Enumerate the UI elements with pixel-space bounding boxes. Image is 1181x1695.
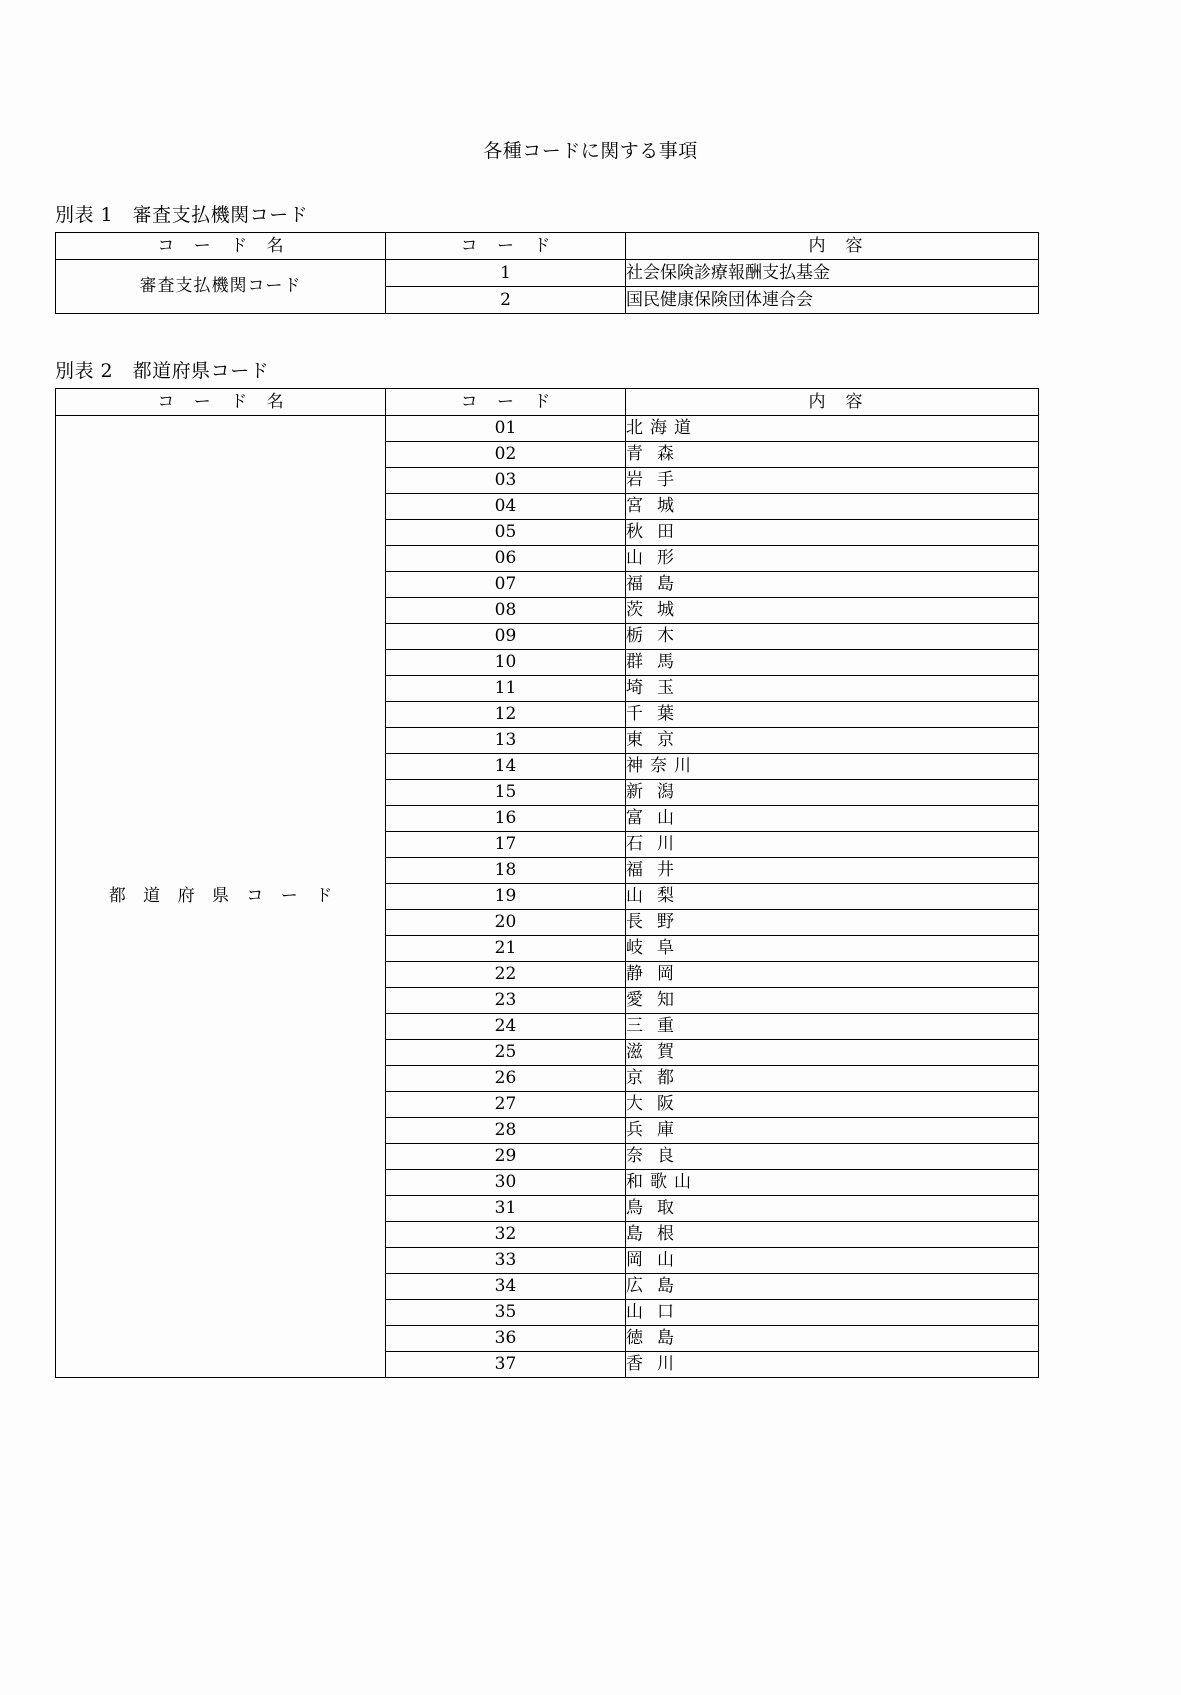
code-cell: 27 xyxy=(386,1092,626,1118)
code-cell: 17 xyxy=(386,832,626,858)
code-cell: 30 xyxy=(386,1170,626,1196)
content-cell: 山形 xyxy=(626,546,1039,572)
code-cell: 22 xyxy=(386,962,626,988)
content-cell: 広島 xyxy=(626,1274,1039,1300)
content-cell: 秋田 xyxy=(626,520,1039,546)
content-cell: 岩手 xyxy=(626,468,1039,494)
code-cell: 35 xyxy=(386,1300,626,1326)
code-cell: 04 xyxy=(386,494,626,520)
code-cell: 34 xyxy=(386,1274,626,1300)
code-cell: 07 xyxy=(386,572,626,598)
code-cell: 01 xyxy=(386,416,626,442)
content-cell: 茨城 xyxy=(626,598,1039,624)
content-cell: 徳島 xyxy=(626,1326,1039,1352)
code-cell: 02 xyxy=(386,442,626,468)
table2-header-content-right: 容 xyxy=(845,391,863,412)
code-cell: 1 xyxy=(386,260,626,287)
content-cell: 石川 xyxy=(626,832,1039,858)
content-cell: 山口 xyxy=(626,1300,1039,1326)
table2-caption: 別表 2 都道府県コード xyxy=(55,360,270,382)
code-cell: 13 xyxy=(386,728,626,754)
content-cell: 兵庫 xyxy=(626,1118,1039,1144)
content-cell: 三重 xyxy=(626,1014,1039,1040)
code-cell: 15 xyxy=(386,780,626,806)
page-title: 各種コードに関する事項 xyxy=(483,140,698,162)
code-cell: 25 xyxy=(386,1040,626,1066)
content-cell: 岐阜 xyxy=(626,936,1039,962)
code-cell: 18 xyxy=(386,858,626,884)
table2-group-label: 都 道 府 県 コ ー ド xyxy=(56,416,386,1378)
code-cell: 03 xyxy=(386,468,626,494)
table1-header-code-name: コ ー ド 名 xyxy=(56,233,386,260)
content-cell: 島根 xyxy=(626,1222,1039,1248)
table1-header-content-right: 容 xyxy=(845,235,863,256)
content-cell: 国民健康保険団体連合会 xyxy=(626,287,1039,314)
content-cell: 大阪 xyxy=(626,1092,1039,1118)
table1-header-content xyxy=(626,233,1039,260)
content-cell: 埼玉 xyxy=(626,676,1039,702)
table1-header-content-left: 内 xyxy=(808,235,846,256)
content-cell: 東京 xyxy=(626,728,1039,754)
code-cell: 32 xyxy=(386,1222,626,1248)
content-cell: 社会保険診療報酬支払基金 xyxy=(626,260,1039,287)
content-cell: 京都 xyxy=(626,1066,1039,1092)
content-cell: 岡山 xyxy=(626,1248,1039,1274)
table2-header-code: コ ー ド xyxy=(386,389,626,416)
code-cell: 24 xyxy=(386,1014,626,1040)
content-cell: 和歌山 xyxy=(626,1170,1039,1196)
code-cell: 08 xyxy=(386,598,626,624)
code-cell: 23 xyxy=(386,988,626,1014)
content-cell: 愛知 xyxy=(626,988,1039,1014)
table2-header-content-left: 内 xyxy=(808,391,846,412)
code-cell: 36 xyxy=(386,1326,626,1352)
content-cell: 千葉 xyxy=(626,702,1039,728)
table1-header-code: コ ー ド xyxy=(386,233,626,260)
code-cell: 2 xyxy=(386,287,626,314)
content-cell: 福井 xyxy=(626,858,1039,884)
payment-agency-code-table xyxy=(55,232,1039,314)
table2-header-row xyxy=(56,389,1039,416)
code-cell: 09 xyxy=(386,624,626,650)
content-cell: 青森 xyxy=(626,442,1039,468)
table1-header-row xyxy=(56,233,1039,260)
code-cell: 12 xyxy=(386,702,626,728)
content-cell: 静岡 xyxy=(626,962,1039,988)
code-cell: 20 xyxy=(386,910,626,936)
content-cell: 山梨 xyxy=(626,884,1039,910)
content-cell: 栃木 xyxy=(626,624,1039,650)
content-cell: 鳥取 xyxy=(626,1196,1039,1222)
content-cell: 奈良 xyxy=(626,1144,1039,1170)
table1-caption: 別表 1 審査支払機関コード xyxy=(55,204,309,226)
code-cell: 33 xyxy=(386,1248,626,1274)
content-cell: 神奈川 xyxy=(626,754,1039,780)
prefecture-code-table xyxy=(55,388,1039,1378)
content-cell: 滋賀 xyxy=(626,1040,1039,1066)
table2-header-code-name: コ ー ド 名 xyxy=(56,389,386,416)
code-cell: 31 xyxy=(386,1196,626,1222)
code-cell: 29 xyxy=(386,1144,626,1170)
code-cell: 26 xyxy=(386,1066,626,1092)
content-cell: 群馬 xyxy=(626,650,1039,676)
table-row xyxy=(56,260,1039,287)
content-cell: 長野 xyxy=(626,910,1039,936)
content-cell: 新潟 xyxy=(626,780,1039,806)
code-cell: 10 xyxy=(386,650,626,676)
code-cell: 11 xyxy=(386,676,626,702)
code-cell: 37 xyxy=(386,1352,626,1378)
code-cell: 06 xyxy=(386,546,626,572)
code-cell: 05 xyxy=(386,520,626,546)
code-cell: 14 xyxy=(386,754,626,780)
table-row xyxy=(56,416,1039,442)
content-cell: 北海道 xyxy=(626,416,1039,442)
content-cell: 香川 xyxy=(626,1352,1039,1378)
table1-group-label: 審査支払機関コード xyxy=(56,260,386,314)
code-cell: 16 xyxy=(386,806,626,832)
table2-header-content xyxy=(626,389,1039,416)
content-cell: 福島 xyxy=(626,572,1039,598)
code-cell: 19 xyxy=(386,884,626,910)
code-cell: 28 xyxy=(386,1118,626,1144)
content-cell: 宮城 xyxy=(626,494,1039,520)
content-cell: 富山 xyxy=(626,806,1039,832)
code-cell: 21 xyxy=(386,936,626,962)
